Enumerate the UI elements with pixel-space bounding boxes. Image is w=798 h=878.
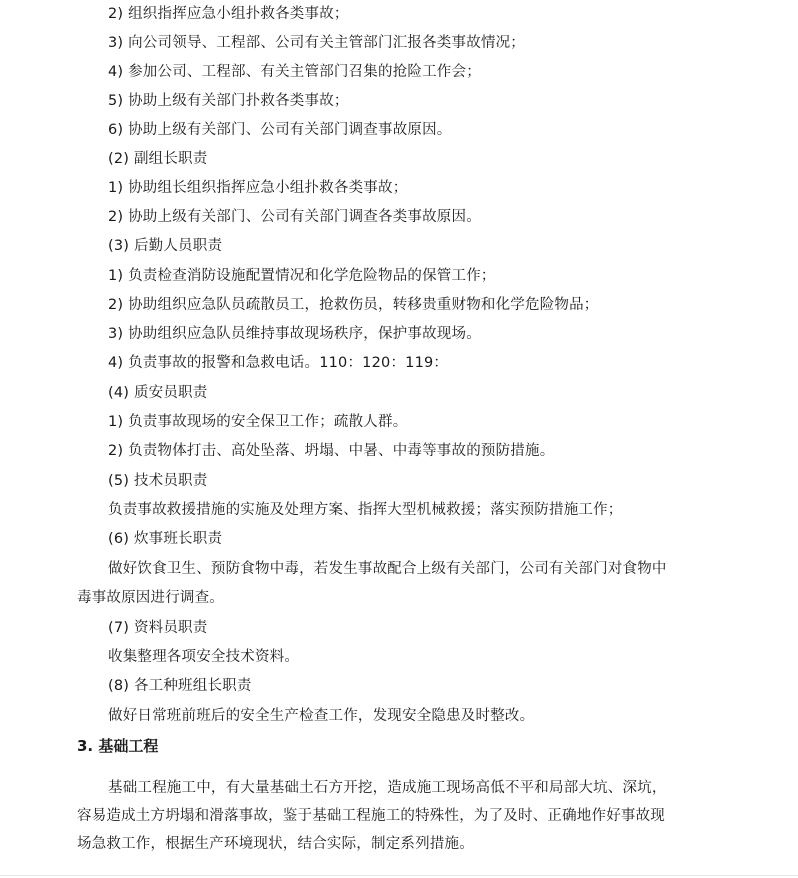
list-item: 2) 负责物体打击、高处坠落、坍塌、中暑、中毒等事故的预防措施。 — [108, 443, 555, 459]
sub-heading: (5) 技术员职责 — [108, 473, 208, 489]
section-heading: 3. 基础工程 — [77, 737, 159, 755]
body-text: 做好日常班前班后的安全生产检查工作，发现安全隐患及时整改。 — [108, 708, 535, 724]
sub-heading: (6) 炊事班长职责 — [108, 531, 223, 547]
list-item: 2) 协助组织应急队员疏散员工，抢救伤员，转移贵重财物和化学危险物品； — [108, 297, 599, 313]
list-item: 3) 协助组织应急队员维持事故现场秩序，保护事故现场。 — [108, 326, 481, 342]
paragraph-line: 容易造成土方坍塌和滑落事故，鉴于基础工程施工的特殊性，为了及时、正确地作好事故现 — [77, 808, 665, 824]
list-item: 1) 协助组长组织指挥应急小组扑救各类事故； — [108, 180, 408, 196]
list-item: 2) 协助上级有关部门、公司有关部门调查各类事故原因。 — [108, 209, 481, 225]
list-item: 2) 组织指挥应急小组扑救各类事故； — [108, 6, 349, 22]
sub-heading: (7) 资料员职责 — [108, 620, 208, 636]
list-item: 1) 负责检查消防设施配置情况和化学危险物品的保管工作； — [108, 268, 496, 284]
paragraph-line: 基础工程施工中，有大量基础土石方开挖，造成施工现场高低不平和局部大坑、深坑， — [108, 780, 667, 796]
sub-heading: (3) 后勤人员职责 — [108, 238, 223, 254]
body-text: 负责事故救援措施的实施及处理方案、指挥大型机械救援；落实预防措施工作； — [108, 502, 623, 518]
list-item: 1) 负责事故现场的安全保卫工作；疏散人群。 — [108, 414, 408, 430]
list-item: 5) 协助上级有关部门扑救各类事故； — [108, 93, 349, 109]
body-text: 收集整理各项安全技术资料。 — [108, 649, 300, 665]
list-item: 6) 协助上级有关部门、公司有关部门调查事故原因。 — [108, 122, 452, 138]
page-bottom-rule — [0, 875, 798, 876]
list-item: 4) 参加公司、工程部、有关主管部门召集的抢险工作会； — [108, 64, 481, 80]
list-item: 4) 负责事故的报警和急救电话。110：120：119： — [108, 355, 449, 371]
body-text: 做好饮食卫生、预防食物中毒，若发生事故配合上级有关部门，公司有关部门对食物中 — [108, 561, 667, 577]
sub-heading: (2) 副组长职责 — [108, 151, 208, 167]
paragraph-line: 场急救工作，根据生产环境现状，结合实际，制定系列措施。 — [77, 836, 474, 852]
sub-heading: (4) 质安员职责 — [108, 385, 208, 401]
body-text: 毒事故原因进行调查。 — [77, 590, 224, 606]
sub-heading: (8) 各工种班组长职责 — [108, 678, 252, 694]
list-item: 3) 向公司领导、工程部、公司有关主管部门汇报各类事故情况； — [108, 35, 525, 51]
